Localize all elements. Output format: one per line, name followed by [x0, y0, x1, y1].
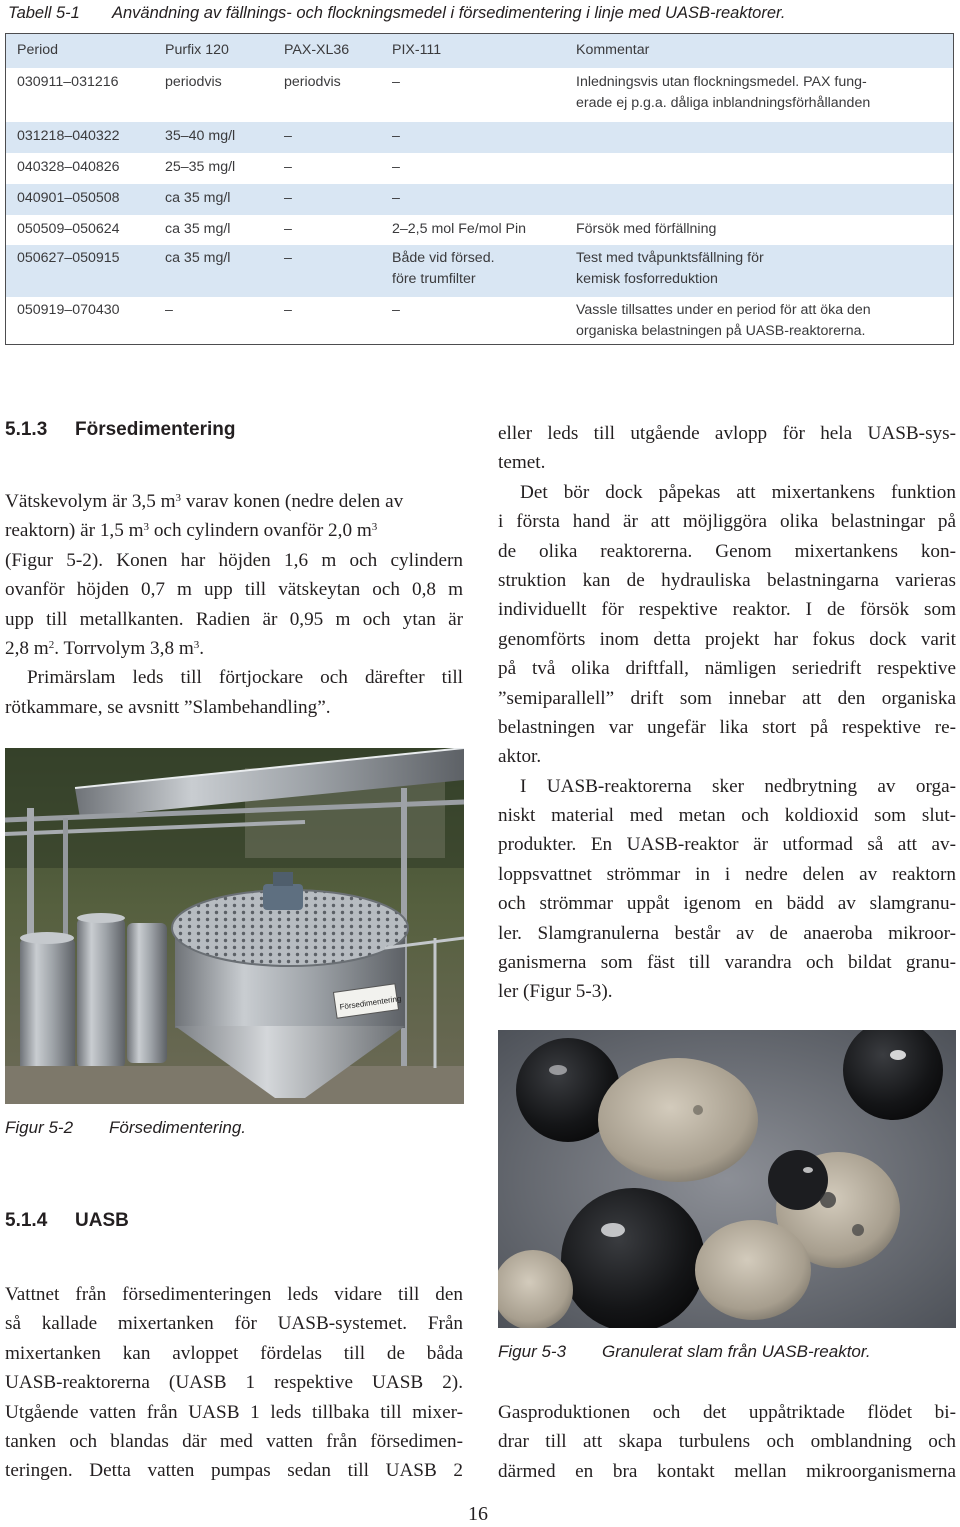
- table-header-cell: PIX-111: [392, 42, 442, 58]
- table-cell: Både vid försed.: [392, 250, 495, 266]
- paragraph-uasb: [5, 1280, 463, 1486]
- figure-5-3-photo: [498, 1030, 956, 1328]
- table-cell: 050627–050915: [17, 250, 120, 266]
- table-cell: –: [284, 221, 292, 237]
- text-line: ovanför höjden 0,7 m upp till vätskeytan och 0,8 m: [5, 579, 463, 601]
- table-cell: 030911–031216: [17, 74, 119, 90]
- text-line: rötkammare, se avsnitt ”Slambehandling”.: [5, 696, 331, 718]
- table-header-cell: Kommentar: [576, 42, 650, 58]
- table-cell: periodvis: [284, 74, 341, 90]
- table-cell: Test med tvåpunktsfällning för: [576, 250, 764, 266]
- text-line: Det bör dock påpekas att mixertankens funktion: [520, 481, 956, 503]
- text-line: (Figur 5-2). Konen har höjden 1,6 m och cylindern: [5, 549, 463, 571]
- table-cell: –: [392, 190, 400, 206]
- figure-caption-text: Försedimentering.: [109, 1118, 247, 1137]
- text-line: på två olika driftfall, nämligen seriedrift respektive: [498, 658, 956, 680]
- table-cell: ca 35 mg/l: [165, 221, 231, 237]
- table-caption-text: Användning av fällnings- och flockningsmedel i försedimentering i linje med UASB-reaktorer.: [112, 4, 786, 22]
- text-line: Vätskevolym är 3,5 $m^3$ varav konen (nedre delen av: [5, 491, 404, 512]
- section-heading-5-1-4: [5, 1210, 129, 1232]
- table-cell: Vassle tillsattes under en period för att öka den: [576, 302, 871, 318]
- table-caption-label: Tabell 5-1: [8, 4, 80, 22]
- table-header-cell: PAX-XL36: [284, 42, 350, 58]
- table-header-cell: Purfix 120: [165, 42, 229, 58]
- table-cell: –: [165, 302, 173, 318]
- table-cell: 2–2,5 mol Fe/mol Pin: [392, 221, 527, 237]
- sludge-granules-illustration: [498, 1030, 956, 1328]
- table-row: [6, 297, 953, 345]
- text-line: belastningen var ungefär lika stort på respektive re-: [498, 716, 956, 738]
- text-line: ganismerna som fäst till varandra och bildat granu-: [498, 952, 956, 974]
- table-cell: 35–40 mg/l: [165, 128, 236, 144]
- text-line: teringen. Detta vatten pumpas sedan till UASB 2: [5, 1460, 463, 1482]
- section-heading-5-1-3: [5, 419, 235, 441]
- table-cell: 050509–050624: [17, 221, 120, 237]
- text-line: i första hand är att möjliggöra olika belastningar på: [498, 511, 956, 533]
- figure-5-3-caption: [498, 1342, 871, 1362]
- table-cell: –: [284, 128, 292, 144]
- text-line: de olika reaktorerna. Genom mixertankens kon-: [498, 540, 956, 562]
- table-cell: –: [284, 190, 292, 206]
- text-line: mixertanken kan avloppet fördelas till de båda: [5, 1342, 463, 1364]
- table-cell: –: [284, 250, 292, 266]
- table-cell: Försök med förfällning: [576, 221, 717, 237]
- table-cell: –: [392, 128, 400, 144]
- table-cell: Inledningsvis utan flockningsmedel. PAX fung-: [576, 74, 867, 90]
- table-row: [6, 153, 953, 184]
- text-line: så kallade mixertanken för UASB-systemet. Från: [5, 1313, 463, 1335]
- right-column-text: [498, 419, 956, 1007]
- text-line: temet.: [498, 452, 546, 474]
- table-row: [6, 184, 953, 215]
- section-title: Försedimentering: [75, 419, 236, 440]
- text-line: I UASB-reaktorerna sker nedbrytning av orga-: [520, 775, 956, 797]
- figure-label: Figur 5-2: [5, 1118, 74, 1137]
- text-line: ler. Slamgranulerna består av de anaeroba mikroor-: [498, 922, 956, 944]
- table-cell: –: [392, 74, 400, 90]
- table-cell: före trumfilter: [392, 271, 476, 287]
- text-line: ler (Figur 5-3).: [498, 981, 613, 1003]
- table-cell: –: [392, 159, 400, 175]
- section-number: 5.1.3: [5, 419, 48, 440]
- sedimentation-tank-illustration: [5, 748, 464, 1104]
- table-cell: periodvis: [165, 74, 222, 90]
- table-cell: ca 35 mg/l: [165, 250, 231, 266]
- text-line: struktion kan de hydrauliska belastningarna varieras: [498, 569, 956, 591]
- table-cell: 040328–040826: [17, 159, 120, 175]
- table-cell: 040901–050508: [17, 190, 120, 206]
- table-cell: –: [284, 159, 292, 175]
- table-header-cell: Period: [17, 42, 59, 58]
- text-line: aktor.: [498, 746, 542, 768]
- figure-caption-text: Granulerat slam från UASB-reaktor.: [602, 1342, 871, 1361]
- section-title: UASB: [75, 1210, 129, 1231]
- table-cell: 050919–070430: [17, 302, 120, 318]
- text-line: UASB-reaktorerna (UASB 1 respektive UASB 2).: [5, 1372, 463, 1394]
- table-row: [6, 245, 953, 297]
- tank-sign-text: Försedimentering: [338, 994, 402, 1012]
- table-cell: –: [392, 302, 400, 318]
- text-line: 2,8 $m^2$. Torrvolym 3,8 $m^3$.: [5, 637, 205, 659]
- table-header-row: [6, 34, 953, 68]
- figure-label: Figur 5-3: [498, 1342, 567, 1361]
- text-line: Primärslam leds till förtjockare och därefter till: [27, 667, 463, 689]
- table-caption: [8, 4, 785, 23]
- text-line: Gasproduktionen och det uppåtriktade flödet bi-: [498, 1402, 956, 1423]
- text-line: genomförts inom detta projekt har fokus dock varit: [498, 628, 956, 650]
- table-cell: kemisk fosforreduktion: [576, 271, 718, 287]
- data-table: [5, 33, 954, 345]
- text-line: Utgående vatten från UASB 1 leds tillbaka till mixer-: [5, 1401, 463, 1423]
- figure-5-2-caption: [5, 1118, 246, 1138]
- text-line: individuellt för respektive reaktor. I de försök som: [498, 599, 956, 621]
- page-number: 16: [468, 1503, 488, 1525]
- table-cell: ca 35 mg/l: [165, 190, 231, 206]
- table-cell: –: [284, 302, 292, 318]
- text-line: upp till metallkanten. Radien är 0,95 m och ytan är: [5, 608, 463, 630]
- text-line: tanken och blandas där med vatten från försedimen-: [5, 1430, 463, 1452]
- text-line: Vattnet från försedimenteringen leds vidare till den: [5, 1284, 463, 1305]
- table-cell: organiska belastningen på UASB-reaktorerna.: [576, 323, 866, 339]
- section-number: 5.1.4: [5, 1210, 48, 1231]
- table-row: [6, 215, 953, 245]
- text-line: ”semiparallell” drift som innebar att den organiska: [498, 687, 956, 709]
- paragraph-gas-production: [498, 1398, 956, 1486]
- figure-5-2-photo: [5, 748, 464, 1104]
- text-line: reaktorn) är 1,5 $m^3$ och cylindern ovanför 2,0 $m^3$: [5, 520, 378, 542]
- text-line: och strömmar uppåt igenom en bädd av slamgranu-: [498, 893, 956, 915]
- text-line: eller leds till utgående avlopp för hela UASB-sys-: [498, 423, 956, 444]
- table-cell: erade ej p.g.a. dåliga inblandningsförhållanden: [576, 95, 871, 111]
- table-row: [6, 122, 953, 153]
- table-row: [6, 68, 953, 122]
- table-cell: 031218–040322: [17, 128, 120, 144]
- text-line: produkter. En UASB-reaktor är utformad så att av-: [498, 834, 956, 856]
- text-line: niskt material med metan och koldioxid som slut-: [498, 805, 956, 827]
- paragraph-volume: [5, 487, 463, 722]
- text-line: därmed en bra kontakt mellan mikroorganismerna: [498, 1460, 956, 1482]
- text-line: drar till att skapa turbulens och omblandning och: [498, 1431, 956, 1453]
- text-line: loppsvattnet strömmar in i nedre delen av reaktorn: [498, 863, 956, 885]
- table-cell: 25–35 mg/l: [165, 159, 236, 175]
